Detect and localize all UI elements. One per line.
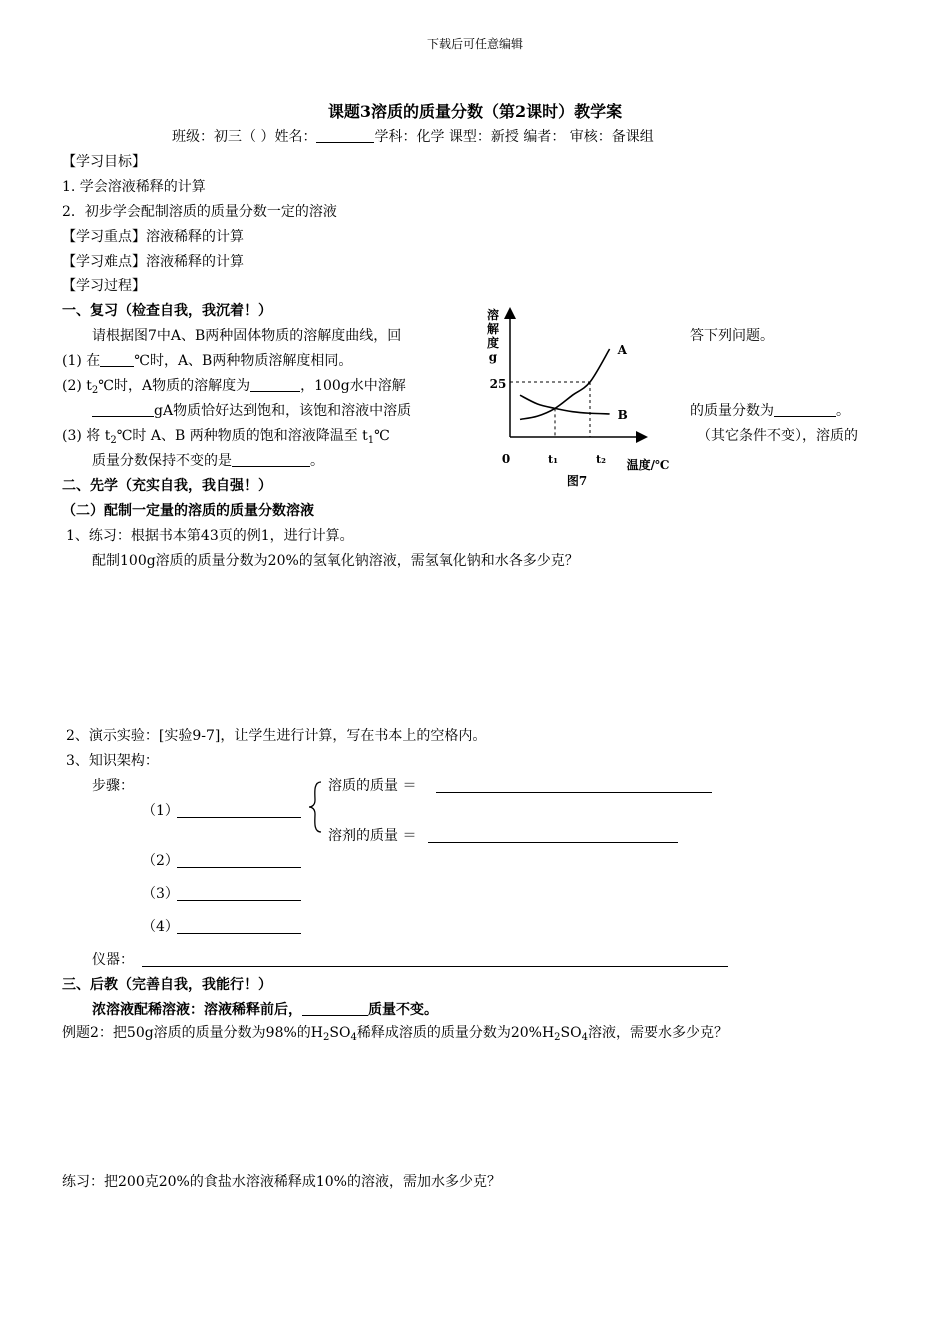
solute-mass-blank[interactable] [436,792,712,793]
exercise-3: 3、知识架构： [66,753,159,769]
step-3-label: （3） [142,886,179,902]
key-point: 【学习重点】溶液稀释的计算 [62,229,244,245]
section1-intro-right: 答下列问题。 [690,328,774,344]
dilution-blank[interactable] [302,1001,368,1016]
goals-heading: 【学习目标】 [62,154,146,170]
step-1-label: （1） [142,803,179,819]
q1-blank[interactable] [100,352,134,367]
q3-end: 。 [310,453,324,469]
y-tick-label: 25 [489,377,507,391]
q2-blank-2[interactable] [92,402,154,417]
practice-question: 练习：把200克20%的食盐水溶液稀释成10%的溶液，需加水多少克？ [62,1174,501,1190]
example-2 [62,1023,728,1043]
solvent-mass-blank[interactable] [428,842,678,843]
y-axis-label-char: g [488,350,498,364]
difficulty: 【学习难点】溶液稀释的计算 [62,254,244,270]
goal-2: 2．初步学会配制溶质的质量分数一定的溶液 [62,204,337,220]
ex2-sub-3: 2 [554,1032,561,1043]
ex2-text-c: 稀释成溶质的质量分数为20%H [356,1025,555,1041]
name-blank[interactable] [316,128,374,143]
section2-subheading: （二）配制一定量的溶质的质量分数溶液 [62,503,314,519]
meta-line [172,127,654,147]
q3-line2-text: 质量分数保持不变的是 [92,453,232,469]
instruments-blank[interactable] [142,966,728,967]
dilution-rule [92,1000,438,1020]
ex2-sub-1: 2 [323,1032,330,1043]
ex2-text-e: 溶液，需要水多少克？ [588,1025,728,1041]
section1-intro: 请根据图7中A、B两种固体物质的溶解度曲线，回 [92,328,402,344]
step-3-blank[interactable] [177,900,301,901]
q2-sub: 2 [91,385,99,396]
q2-end: 。 [836,403,850,419]
meta-prefix: 班级：初三（ ）姓名： [172,129,317,145]
q1-text-b: ℃时，A、B两种物质溶解度相同。 [134,353,353,369]
exercise-1-question: 配制100g溶质的质量分数为20%的氢氧化钠溶液，需氢氧化钠和水各多少克？ [92,553,579,569]
dilution-text-a: 浓溶液配稀溶液：溶液稀释前后， [92,1002,302,1018]
q2-text-c: ，100g水中溶解 [300,378,406,394]
y-axis-label-char: 解 [486,322,500,336]
q2-blank-3[interactable] [774,402,836,417]
q2-text-b: ℃时，A物质的溶解度为 [98,378,251,394]
step-4-label: （4） [142,919,179,935]
q2-text-a: (2) t [62,378,92,394]
ex2-sub-2: 4 [350,1032,357,1043]
question-3-right: （其它条件不变），溶质的 [697,428,858,444]
ex2-text-a: 例题2：把50g溶质的质量分数为98%的H [62,1025,324,1041]
step-1-blank[interactable] [177,817,301,818]
y-axis-label [487,307,499,364]
question-1 [62,351,352,371]
q3-blank[interactable] [232,452,310,467]
ex2-text-d: SO [560,1025,582,1041]
series-label-A: A [617,343,627,357]
brace-icon [307,780,323,834]
q3-sub-2: 1 [367,435,375,446]
question-2-line2 [92,401,411,421]
exercise-2: 2、演示实验：[实验9-7]，让学生进行计算，写在书本上的空格内。 [66,728,487,744]
x-axis-label: 温度/℃ [626,458,670,472]
header-note: 下载后可任意编辑 [426,37,523,51]
solubility-chart [480,305,680,490]
q2-right-text: 的质量分数为 [690,403,774,419]
question-2 [62,376,406,396]
y-axis-label-char: 度 [486,336,500,350]
step-2-blank[interactable] [177,867,301,868]
steps-label: 步骤： [92,778,134,794]
dilution-text-b: 质量不变。 [368,1002,438,1018]
question-3 [62,426,390,446]
question-2-right [690,401,850,421]
q3-text-b: ℃时 A、B 两种物质的饱和溶液降温至 t [116,428,368,444]
q2-blank-1[interactable] [250,377,300,392]
q3-text-a: (3) 将 t [62,428,111,444]
series-line-A [520,349,610,419]
section2-heading: 二、先学（充实自我，我自强！） [62,478,272,494]
step-4-blank[interactable] [177,933,301,934]
page-title: 课题3溶质的质量分数（第2课时）教学案 [327,102,623,121]
instruments-label: 仪器： [92,952,134,968]
x-tick-label-t2: t₂ [596,453,606,466]
origin-label: 0 [501,452,511,466]
ex2-text-b: SO [329,1025,351,1041]
q3-sub-1: 2 [110,435,117,446]
goal-1: 1. 学会溶液稀释的计算 [62,179,206,195]
series-line-B [520,395,610,414]
q3-text-c: ℃ [374,428,390,444]
ex2-sub-4: 4 [581,1032,588,1043]
q2-line2-text: gA物质恰好达到饱和，该饱和溶液中溶质 [154,403,412,419]
solvent-mass-label: 溶剂的质量 ＝ [328,828,417,844]
solute-mass-label: 溶质的质量 ＝ [328,778,417,794]
meta-suffix: 学科：化学 课型：新授 编者： 审核：备课组 [374,129,654,145]
y-axis-label-char: 溶 [486,308,500,322]
section3-heading: 三、后教（完善自我，我能行！） [62,977,272,993]
x-tick-label-t1: t₁ [548,453,558,466]
q1-text-a: (1) 在 [62,353,101,369]
chart-title: 图7 [566,474,588,488]
process-heading: 【学习过程】 [62,278,146,294]
series-label-B: B [617,407,628,422]
question-3-line2 [92,451,324,471]
step-2-label: （2） [142,853,179,869]
section1-heading: 一、复习（检查自我，我沉着！） [62,303,272,319]
exercise-1: 1、练习：根据书本第43页的例1，进行计算。 [66,528,354,544]
